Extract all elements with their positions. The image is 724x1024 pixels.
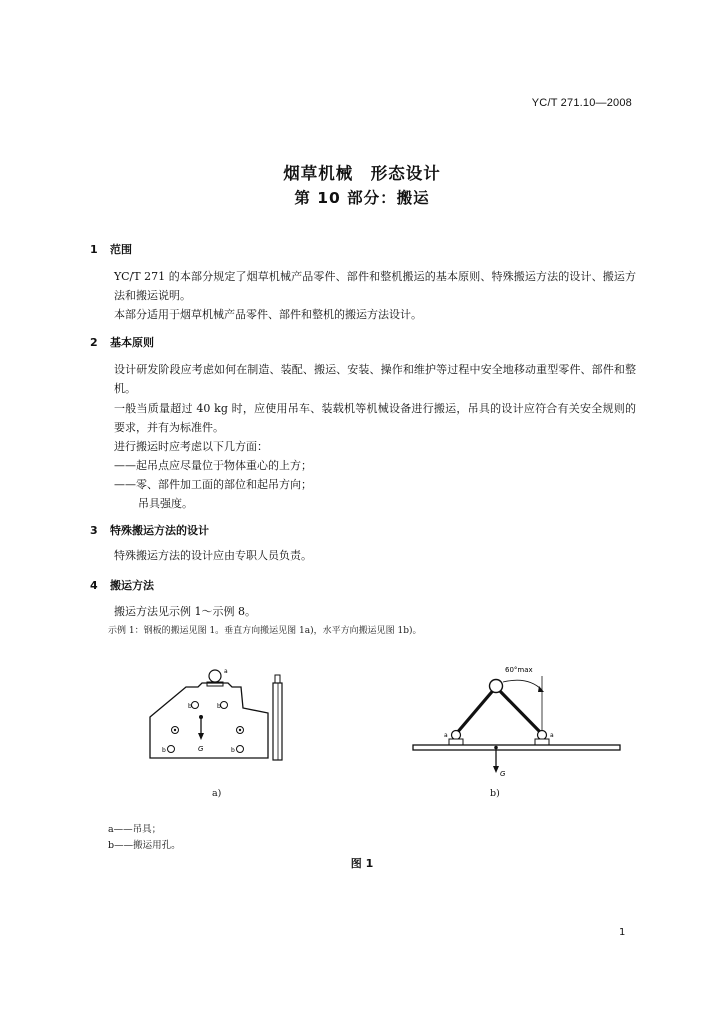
- section-title: 范围: [110, 243, 132, 256]
- arrow-down-icon: [198, 733, 204, 740]
- page-number: 1: [619, 927, 626, 938]
- hole-icon: [237, 746, 244, 753]
- section-1-paragraph-1: [90, 267, 636, 305]
- sling-right: [496, 687, 542, 734]
- clamp-icon: [452, 731, 461, 740]
- hook-ring-icon: [490, 680, 503, 693]
- standard-code: YC/T 271.10—2008: [531, 97, 632, 109]
- sling-left: [456, 687, 496, 734]
- paragraph-text: 本部分适用于烟草机械产品零件、部件和整机的搬运方法设计。: [114, 308, 422, 321]
- section-number: 3: [90, 524, 98, 537]
- document-title: 烟草机械 形态设计: [283, 164, 441, 183]
- section-2-heading: [90, 334, 154, 350]
- section-title: 基本原则: [110, 336, 154, 349]
- side-hoist: [275, 675, 280, 683]
- list-item: ——零、部件加工面的部位和起吊方向；: [114, 478, 312, 491]
- clamp-base: [449, 739, 463, 745]
- list-item: ——起吊点应尽量位于物体重心的上方；: [114, 459, 312, 472]
- figure-1b-steel-plate-horizontal: [410, 660, 625, 785]
- clamp-base: [535, 739, 549, 745]
- label-b: b: [231, 747, 235, 754]
- section-2-paragraph-1: [90, 360, 636, 398]
- section-4-paragraph-1: 搬运方法见示例 1～示例 8。: [114, 605, 256, 618]
- plate-side-view: [273, 683, 282, 760]
- legend-item-b: b——搬运用孔。: [108, 840, 181, 851]
- hole-center: [239, 729, 241, 731]
- list-item: 吊具强度。: [138, 497, 193, 510]
- hole-icon: [221, 702, 228, 709]
- label-b: b: [162, 747, 166, 754]
- paragraph-text: 一般当质量超过 40 kg 时，应使用吊车、装载机等机械设备进行搬运，吊具的设计应符合有关安全规则的要求，并有为标准件。: [114, 402, 636, 434]
- figure-caption-b: b): [490, 788, 500, 799]
- paragraph-text: YC/T 271 的本部分规定了烟草机械产品零件、部件和整机搬运的基本原则、特殊搬运方法的设计、搬运方法和搬运说明。: [114, 270, 636, 302]
- hole-icon: [192, 702, 199, 709]
- label-b: b: [217, 703, 221, 710]
- figure-title: 图 1: [350, 857, 374, 870]
- example-note: 示例 1：钢板的搬运见图 1。垂直方向搬运见图 1a)，水平方向搬运见图 1b)。: [108, 626, 422, 636]
- section-2-paragraph-2: [90, 399, 636, 437]
- section-number: 4: [90, 579, 98, 592]
- label-a: a: [224, 668, 228, 675]
- clamp-icon: [538, 731, 547, 740]
- section-2-paragraph-3: 进行搬运时应考虑以下几方面：: [114, 440, 268, 453]
- label-b: b: [188, 703, 192, 710]
- figure-caption-a: a): [212, 788, 222, 799]
- section-3-heading: [90, 522, 209, 538]
- section-4-heading: [90, 577, 154, 593]
- section-title: 搬运方法: [110, 579, 154, 592]
- label-a: a: [444, 732, 448, 739]
- label-a: a: [550, 732, 554, 739]
- legend-item-a: a——吊具；: [108, 824, 162, 835]
- arrow-down-icon: [493, 766, 499, 773]
- paragraph-text: 设计研发阶段应考虑如何在制造、装配、搬运、安装、操作和维护等过程中安全地移动重型零件、部件和整机。: [114, 363, 636, 395]
- hoist-ring-icon: [209, 670, 221, 682]
- section-1-paragraph-2: [90, 305, 636, 324]
- figure-1a-steel-plate-vertical: [140, 665, 310, 770]
- section-title: 特殊搬运方法的设计: [110, 524, 209, 537]
- hole-icon: [168, 746, 175, 753]
- hole-center: [174, 729, 176, 731]
- section-3-paragraph-1: 特殊搬运方法的设计应由专职人员负责。: [114, 549, 312, 562]
- angle-label: 60°max: [505, 666, 533, 674]
- angle-arc: [503, 680, 542, 690]
- section-number: 1: [90, 243, 98, 256]
- document-subtitle: 第 10 部分：搬运: [294, 189, 430, 207]
- label-G: G: [198, 745, 204, 753]
- section-1-heading: [90, 241, 132, 257]
- steel-plate-horizontal: [413, 745, 620, 750]
- arrow-icon: [538, 686, 544, 692]
- label-G: G: [500, 770, 506, 778]
- section-number: 2: [90, 336, 98, 349]
